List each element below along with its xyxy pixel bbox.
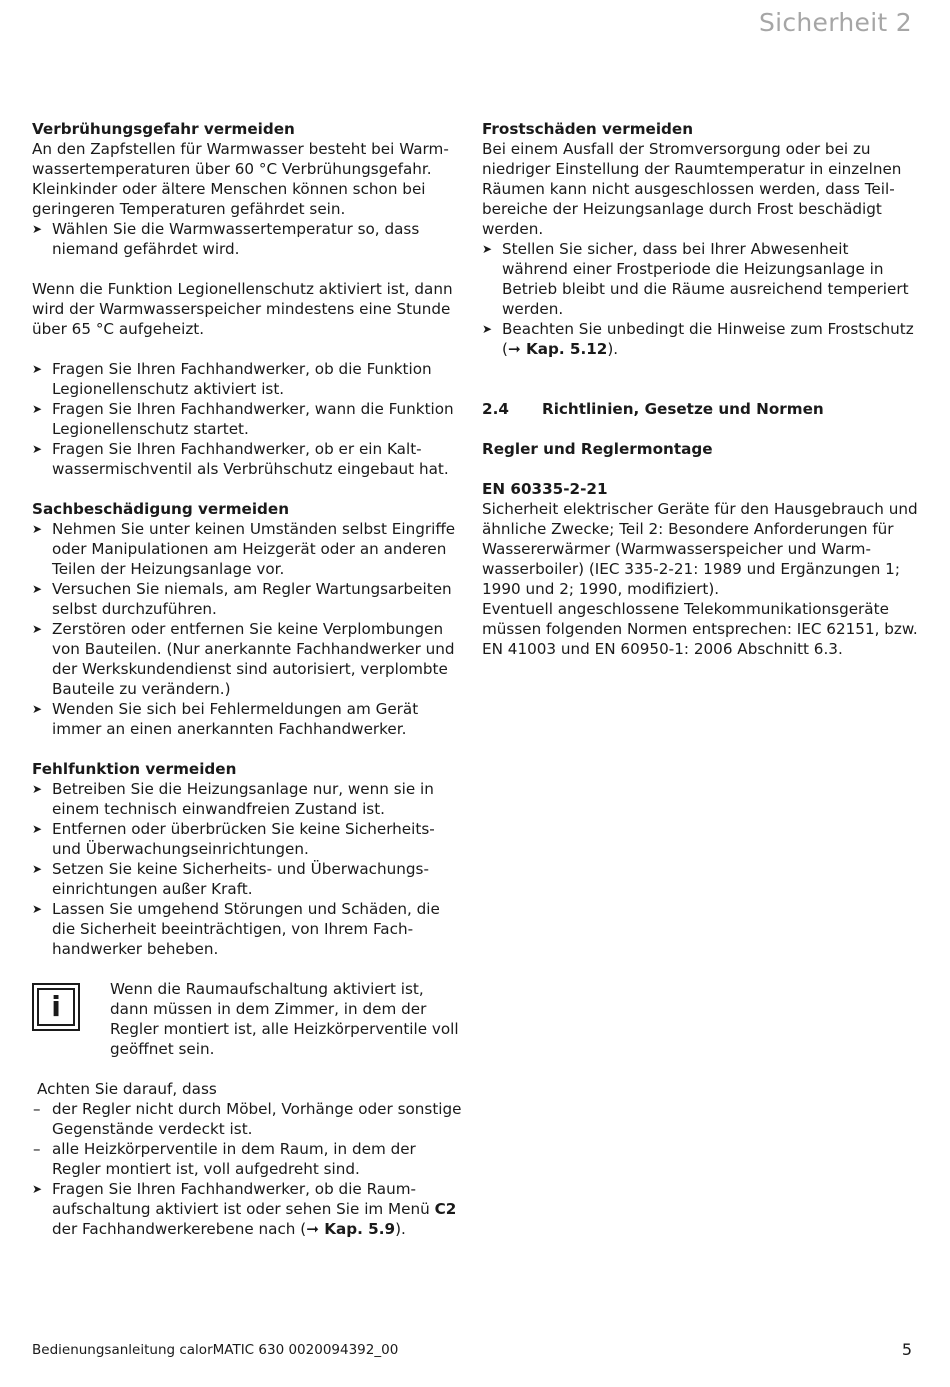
list-scalding <box>32 219 464 259</box>
heading-scalding: Verbrühungsgefahr vermeiden <box>32 120 295 138</box>
arrow-icon: ➤ <box>32 862 43 876</box>
list-item: ➤ Zerstören oder entfernen Sie keine Verplombungen von Bauteilen. (Nur anerkannte Fachhandwerker und der Werkskundendienst sind autorisiert, verplombte Bauteile zu verändern.) <box>32 620 455 698</box>
list-item: ➤ Lassen Sie umgehend Störungen und Schäden, die die Sicherheit beeinträchtigen, von Ihrem Fach-handwerker beheben. <box>32 900 440 958</box>
arrow-icon: ➤ <box>482 242 493 256</box>
para-legionella: Wenn die Funktion Legionellenschutz aktiviert ist, dann wird der Warmwasserspeicher mindestens eine Stunde über 65 °C aufgeheizt. <box>32 280 453 338</box>
dash-marker: – <box>33 1140 41 1158</box>
left-column <box>32 119 464 1239</box>
list-item: ➤ Fragen Sie Ihren Fachhandwerker, wann die Funktion Legionellenschutz startet. <box>32 400 454 438</box>
list-frost-damage <box>482 239 918 359</box>
list-item: – alle Heizkörperventile in dem Raum, in dem der Regler montiert ist, voll aufgedreht sind. <box>33 1140 416 1178</box>
arrow-icon: ➤ <box>32 782 43 796</box>
list-attention <box>32 1099 464 1239</box>
para-scalding: An den Zapfstellen für Warmwasser besteht bei Warm-wassertemperaturen über 60 °C Verbrühungsgefahr. Kleinkinder oder ältere Menschen können schon bei geringeren Temperaturen gefährdet sein. <box>32 140 449 218</box>
info-note-text: Wenn die Raumaufschaltung aktiviert ist, dann müssen in dem Zimmer, in dem der Regler montiert ist, alle Heizkörperventile voll geöffnet sein. <box>110 980 459 1058</box>
heading-malfunction: Fehlfunktion vermeiden <box>32 760 237 778</box>
section-heading-2-4 <box>482 399 918 419</box>
chapter-reference-link[interactable]: ➞ Kap. 5.9 <box>306 1220 396 1238</box>
footer-page-number: 5 <box>901 1340 912 1359</box>
list-item: ➤ Fragen Sie Ihren Fachhandwerker, ob die Funktion Legionellenschutz aktiviert ist. <box>32 360 432 398</box>
arrow-icon: ➤ <box>32 402 43 416</box>
right-column <box>482 119 918 659</box>
arrow-icon: ➤ <box>32 902 43 916</box>
chapter-reference-link[interactable]: ➞ Kap. 5.12 <box>507 340 608 358</box>
footer-document-title: Bedienungsanleitung calorMATIC 630 0020094392_00 <box>32 1342 399 1358</box>
arrow-icon: ➤ <box>32 362 43 376</box>
arrow-icon: ➤ <box>32 622 43 636</box>
para-frost-damage: Bei einem Ausfall der Stromversorgung oder bei zu niedriger Einstellung der Raumtemperatur in einzelnen Räumen kann nicht ausgeschlossen werden, dass Teil-bereiche der Heizungsanlage durch Frost beschädigt werden. <box>482 140 902 238</box>
list-item: ➤ Wenden Sie sich bei Fehlermeldungen am Gerät immer an einen anerkannten Fachhandwerker. <box>32 700 419 738</box>
para-attention-intro: Achten Sie darauf, dass <box>37 1080 217 1098</box>
arrow-icon: ➤ <box>32 522 43 536</box>
heading-standard-en60335: EN 60335-2-21 <box>482 480 608 498</box>
section-title: Richtlinien, Gesetze und Normen <box>542 400 824 418</box>
list-property-damage <box>32 519 464 739</box>
arrow-icon: ➤ <box>32 442 43 456</box>
list-item: ➤ Nehmen Sie unter keinen Umständen selbst Eingriffe oder Manipulationen am Heizgerät oder an anderen Teilen der Heizungsanlage vor. <box>32 520 456 578</box>
section-number: 2.4 <box>482 400 509 418</box>
menu-code: C2 <box>434 1200 457 1218</box>
arrow-icon: ➤ <box>32 222 43 236</box>
heading-controller-mounting: Regler und Reglermontage <box>482 440 713 458</box>
list-item: ➤ Setzen Sie keine Sicherheits- und Überwachungs-einrichtungen außer Kraft. <box>32 860 429 898</box>
list-item: – der Regler nicht durch Möbel, Vorhänge oder sonstige Gegenstände verdeckt ist. <box>33 1100 462 1138</box>
list-item: ➤ Entfernen oder überbrücken Sie keine Sicherheits- und Überwachungseinrichtungen. <box>32 820 435 858</box>
list-legionella <box>32 359 464 479</box>
arrow-icon: ➤ <box>32 822 43 836</box>
page-header-title: Sicherheit 2 <box>758 8 912 37</box>
arrow-icon: ➤ <box>32 1182 43 1196</box>
list-item: ➤ Fragen Sie Ihren Fachhandwerker, ob er ein Kalt-wassermischventil als Verbrühschutz eingebaut hat. <box>32 440 449 478</box>
heading-property-damage: Sachbeschädigung vermeiden <box>32 500 290 518</box>
list-malfunction <box>32 779 464 959</box>
arrow-icon: ➤ <box>32 582 43 596</box>
para-telecom-standards: Eventuell angeschlossene Telekommunikationsgeräte müssen folgenden Normen entsprechen: IEC 62151, bzw. EN 41003 und EN 60950-1: 2006 Abschnitt 6.3. <box>482 600 918 658</box>
dash-marker: – <box>33 1100 41 1118</box>
arrow-icon: ➤ <box>32 702 43 716</box>
arrow-icon: ➤ <box>482 322 493 336</box>
list-item: ➤ Stellen Sie sicher, dass bei Ihrer Abwesenheit während einer Frostperiode die Heizungsanlage in Betrieb bleibt und die Räume ausreichend temperiert werden. <box>482 240 909 318</box>
info-icon: i <box>32 983 80 1031</box>
list-item: ➤ Wählen Sie die Warmwassertemperatur so, dass niemand gefährdet wird. <box>32 220 420 258</box>
list-item: ➤ Beachten Sie unbedingt die Hinweise zum Frostschutz (➞ Kap. 5.12). <box>482 320 914 358</box>
list-item: ➤ Betreiben Sie die Heizungsanlage nur, wenn sie in einem technisch einwandfreien Zustand ist. <box>32 780 434 818</box>
para-standard-description: Sicherheit elektrischer Geräte für den Hausgebrauch und ähnliche Zwecke; Teil 2: Besondere Anforderungen für Wassererwärmer (Warmwasserspeicher und Warm-wasserboiler) (IEC 335-2-21: 1989 und Ergänzungen 1; 1990 und 2; 1990, modifiziert). <box>482 500 918 598</box>
heading-frost-damage: Frostschäden vermeiden <box>482 120 694 138</box>
info-note <box>32 979 464 1059</box>
list-item: ➤ Fragen Sie Ihren Fachhandwerker, ob die Raum-aufschaltung aktiviert ist oder sehen Sie im Menü C2 der Fachhandwerkerebene nach (➞ Kap. 5.9). <box>32 1180 457 1238</box>
list-item: ➤ Versuchen Sie niemals, am Regler Wartungsarbeiten selbst durchzuführen. <box>32 580 452 618</box>
